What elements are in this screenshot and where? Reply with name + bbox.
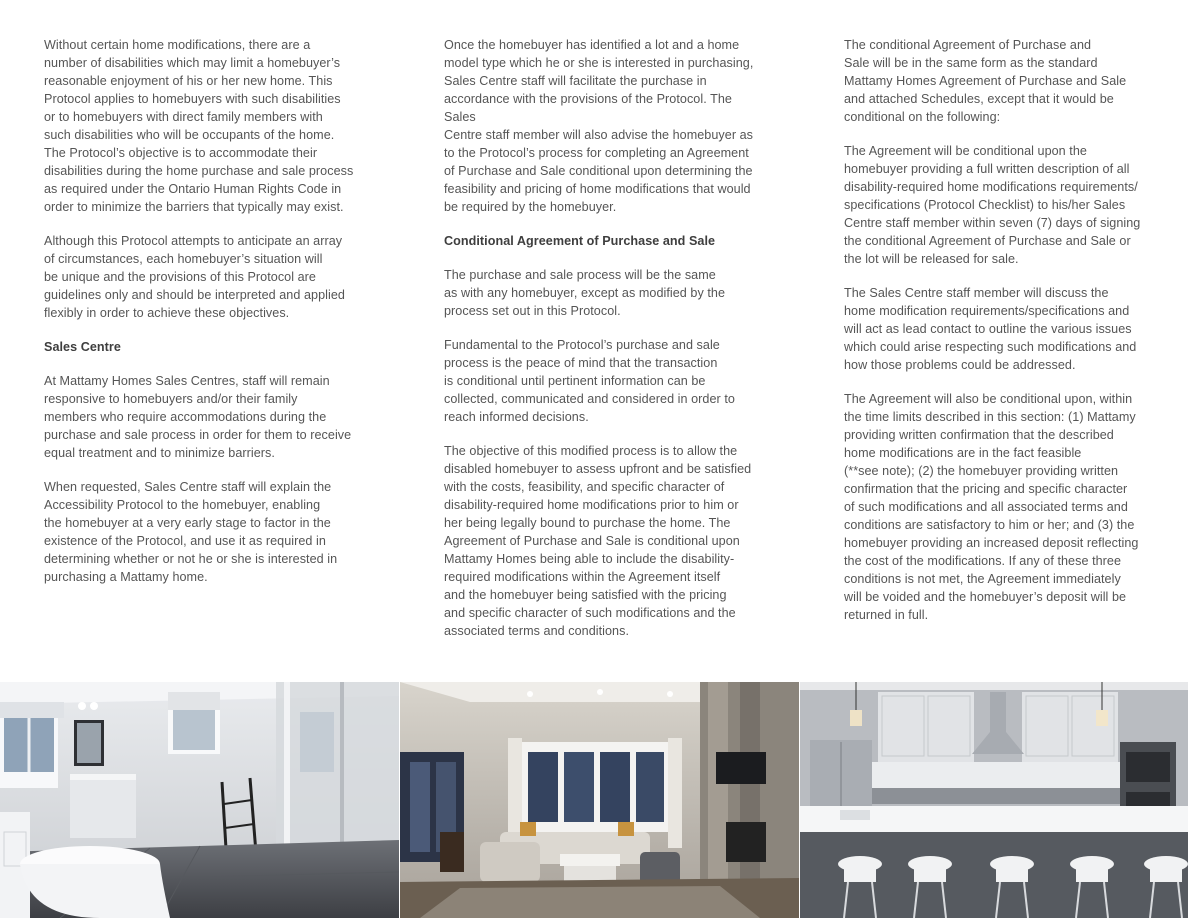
- paragraph-time-limits: The Agreement will also be conditional upon, within the time limits described in this section: (1) Mattamy providing written confirmation that the described home modifications are in the fact feasible (**see note); (2) the homebuyer providing written confirmation that the pricing and specific character of such modifications and all associated terms and conditions are satisfactory to him or her; and (3) the homebuyer providing an increased deposit reflecting the cost of the modifications. If any of these three conditions is not met, the Agreement immediately will be voided and the homebuyer’s deposit will be returned in full.: [844, 392, 1139, 622]
- text-column-2: [444, 36, 762, 656]
- paragraph-circumstances: Although this Protocol attempts to anticipate an array of circumstances, each homebuyer’s situation will be unique and the provisions of this Protocol are guidelines only and should be interpreted and applied flexibly in order to achieve these objectives.: [44, 234, 345, 320]
- paragraph-written-description: The Agreement will be conditional upon the homebuyer providing a full written description of all disability-required home modifications requirements/ specifications (Protocol Checklist) to his/her Sales Centre staff member within seven (7) days of signing the conditional Agreement of Purchase and Sale or the lot will be released for sale.: [844, 144, 1141, 266]
- paragraph-intro: Without certain home modifications, there are a number of disabilities which may limit a homebuyer’s reasonable enjoyment of his or her new home. This Protocol applies to homebuyers with such disabilities or to homebuyers with direct family members with such disabilities who will be occupants of the home. The Protocol’s objective is to accommodate their disabilities during the home purchase and sale process as required under the Ontario Human Rights Code in order to minimize the barriers that typically may exist.: [44, 38, 354, 214]
- heading-sales-centre: Sales Centre: [44, 340, 121, 354]
- paragraph-same-form: The conditional Agreement of Purchase and Sale will be in the same form as the standard Mattamy Homes Agreement of Purchase and Sale and attached Schedules, except that it would be conditional on the following:: [844, 38, 1127, 124]
- paragraph-when-requested: When requested, Sales Centre staff will explain the Accessibility Protocol to the homebuyer, enabling the homebuyer at a very early stage to factor in the existence of the Protocol, and use it as required in determining whether or not he or she is interested in purchasing a Mattamy home.: [44, 480, 338, 584]
- paragraph-objective: The objective of this modified process is to allow the disabled homebuyer to assess upfront and be satisfied with the costs, feasibility, and specific character of disability-required home modifications prior to him or her being legally bound to purchase the home. The Agreement of Purchase and Sale is conditional upon Mattamy Homes being able to include the disability- required modifications within the Agreement itself and the homebuyer being satisfied with the pricing and specific character of such modifications and the associated terms and conditions.: [444, 444, 752, 638]
- paragraph-fundamental: Fundamental to the Protocol’s purchase and sale process is the peace of mind that the transaction is conditional until pertinent information can be collected, communicated and considered in order to reach informed decisions.: [444, 338, 735, 424]
- text-column-1: [44, 36, 362, 602]
- paragraph-sales-centres: At Mattamy Homes Sales Centres, staff will remain responsive to homebuyers and/or their family members who require accommodations during the purchase and sale process in order for them to receive equal treatment and to minimize barriers.: [44, 374, 352, 460]
- paragraph-identified-lot: Once the homebuyer has identified a lot and a home model type which he or she is interested in purchasing, Sales Centre staff will facilitate the purchase in accordance with the provisions of the Protocol. The Sales Centre staff member will also advise the homebuyer as to the Protocol’s process for completing an Agreement of Purchase and Sale conditional upon determining the feasibility and pricing of home modifications that would be required by the homebuyer.: [444, 38, 754, 214]
- text-column-3: [844, 36, 1154, 640]
- bathroom-photo: [0, 682, 399, 918]
- photo-strip: [0, 682, 1188, 918]
- paragraph-same-process: The purchase and sale process will be the same as with any homebuyer, except as modified by the process set out in this Protocol.: [444, 268, 726, 318]
- paragraph-lead-contact: The Sales Centre staff member will discuss the home modification requirements/specifications and will act as lead contact to outline the various issues which could arise respecting such modifications and how those problems could be addressed.: [844, 286, 1137, 372]
- living-room-photo: [400, 682, 799, 918]
- heading-conditional-agreement: Conditional Agreement of Purchase and Sale: [444, 234, 716, 248]
- kitchen-photo: [800, 682, 1188, 918]
